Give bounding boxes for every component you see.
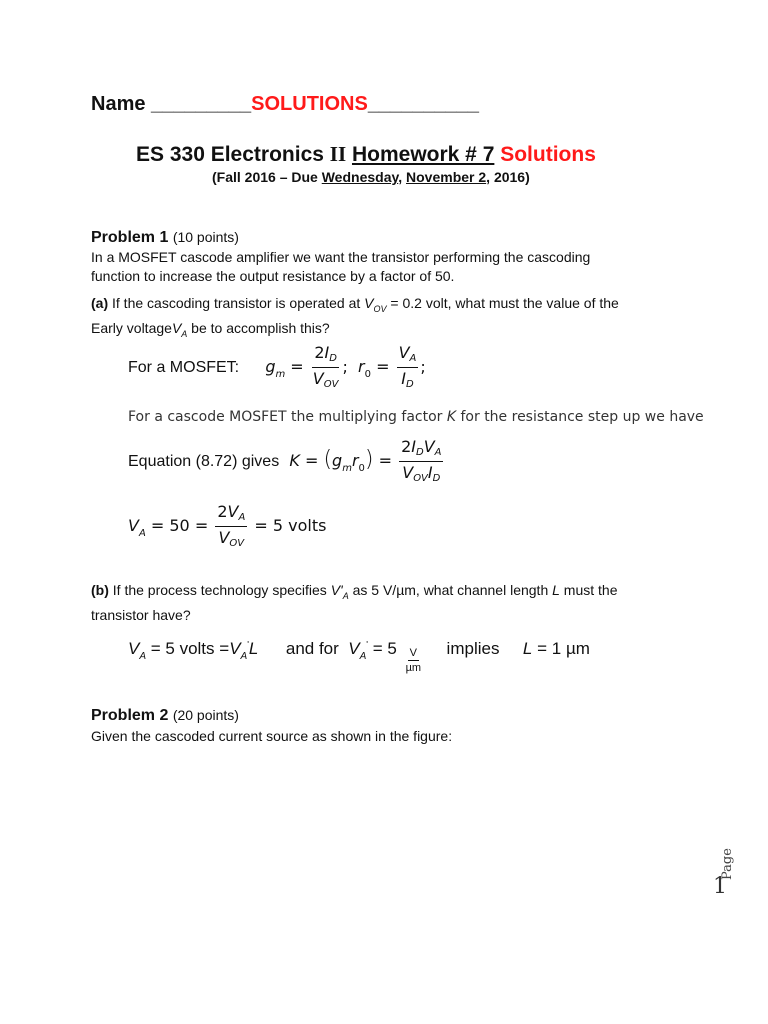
unit-denominator: µm [405,662,422,674]
unit-numerator: V [409,647,417,659]
equation-b-five: = 5 [372,639,397,658]
problem-1-heading [91,229,239,247]
title-course: ES 330 Electronics [136,143,330,166]
equation-8-72-label: Equation (8.72) gives [128,453,280,470]
name-tail: __________ [367,93,480,115]
problem-2-points: (20 points) [172,707,239,723]
part-b-label: (b) [91,582,109,598]
problem-2-heading [91,707,239,725]
part-b-question: (b) If the process technology specifies $V'_A$ as 5 V/µm, what channel length L must the transistor have? [91,582,618,623]
part-b-text-3: must the [559,582,618,598]
va-result: = 5 volts [254,516,327,535]
part-b-text-4: transistor have? [91,606,191,623]
problem-1-title: Problem 1 [91,229,169,246]
name-label: Name _________ [91,93,252,115]
subtitle: (Fall 2016 – Due Wednesday, November 2, 2016) [212,169,530,185]
page-number: 1 [713,874,727,899]
part-b-text-1: If the process technology specifies [108,582,331,598]
subtitle-date: November 2 [406,169,487,185]
part-a-question: (a) If the cascoding transistor is operated at $V_{OV} = 0.2$ volt, what must the value of the Early voltageV$_A$ be to accomplish this? [91,295,619,339]
equation-b-result: = 1 µm [537,639,590,658]
part-a-text-3: Early voltage [91,319,172,336]
problem-1-points: (10 points) [172,229,239,245]
equation-part-b: $V_A = 5$ volts $=V_A'L$ and for $V_A' = 5$ $\frac{V}{\text{µm}}$ implies L = 1 µm [128,639,590,674]
equation-b-part1: = 5 volts = [150,639,230,658]
va-factor: 50 [169,516,190,535]
part-a-label: (a) [91,295,109,311]
problem-2-intro: Given the cascoded current source as shown in the figure: [91,728,453,744]
subtitle-pre: (Fall 2016 – Due [212,169,322,185]
equation-b-implies: implies [446,639,500,658]
title-homework: Homework # 7 [351,143,495,166]
part-a-text-2: = 0.2 volt, what must the value of the [386,295,619,311]
problem-1-intro [91,248,590,286]
subtitle-post: , 2016) [486,169,530,185]
cascode-text: For a cascode MOSFET the multiplying factor [128,409,447,425]
page-label: Page [720,848,735,880]
name-line [91,93,479,116]
equation-mosfet: For a MOSFET: $g_m$ = $\frac{2ID}{\text{VOV}}$ ; $r_0$ = $\frac{VA}{ID}$ ; [128,343,426,390]
equation-8-72: Equation (8.72) gives $K = (g_mr_0)$ = $\frac{\text{2IDVA}}{\text{VOVID}}$ [128,437,442,484]
problem-2-title: Problem 2 [91,707,169,724]
page-title [136,142,596,167]
solutions-label: SOLUTIONS [251,93,368,115]
part-a-text-4: be to accomplish this? [187,319,330,336]
equation-b-and: and for [285,639,339,658]
problem-1-intro-line-2: function to increase the output resistance by a factor of 50. [91,268,455,284]
subtitle-day: Wednesday [321,169,399,185]
part-a-text-1: If the cascoding transistor is operated at [108,295,365,311]
equation-va: $V_A = 50$ = $\frac{2VA}{\text{VOV}}$ = 5 volts [128,502,327,549]
problem-1-intro-line-1: In a MOSFET cascode amplifier we want the transistor performing the cascoding [91,249,591,265]
equation-mosfet-label: For a MOSFET: [128,359,240,376]
title-solutions: Solutions [500,143,596,166]
part-b-text-2: as 5 V/µm, what channel length [348,582,553,598]
cascode-text-post: for the resistance step up we have [456,409,704,425]
cascode-sentence: For a cascode MOSFET the multiplying factor K for the resistance step up we have [128,409,704,425]
title-roman: II [329,142,347,166]
